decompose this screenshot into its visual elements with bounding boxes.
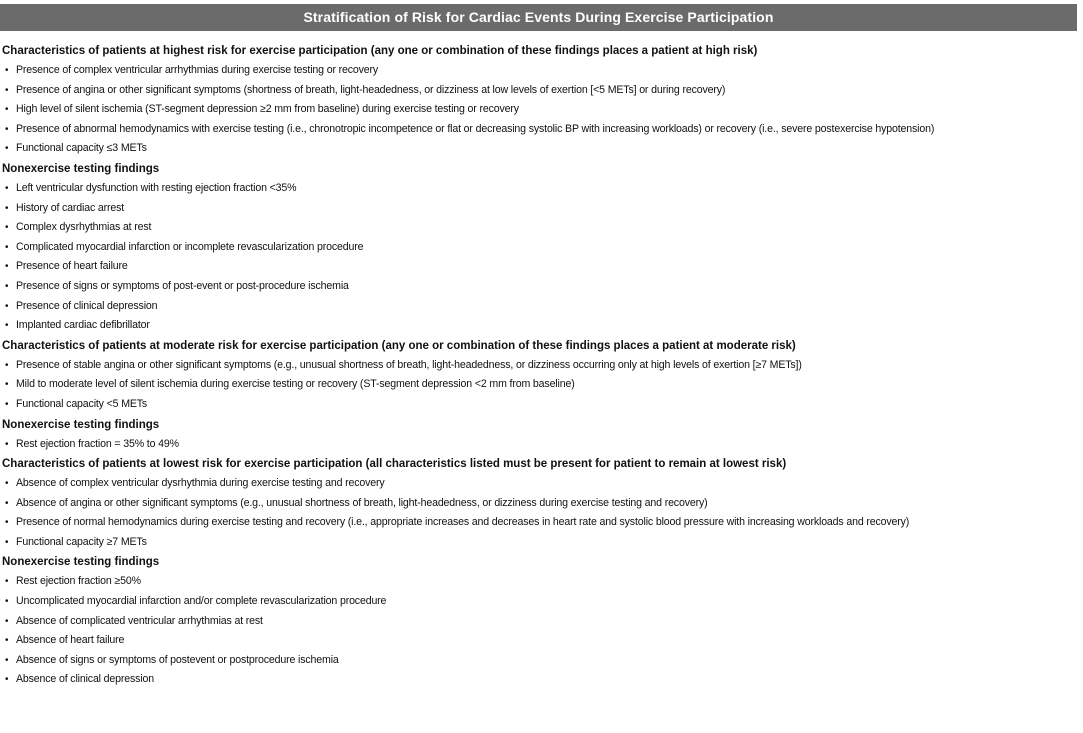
list-item: • Functional capacity ≤3 METs [2,139,1080,159]
list-item: • Rest ejection fraction ≥50% [2,572,1080,592]
list-item: • Uncomplicated myocardial infarction and/or complete revascularization procedure [2,592,1080,612]
list-item: • Left ventricular dysfunction with resting ejection fraction <35% [2,179,1080,199]
section-moderate-risk-nonexercise [2,416,1080,455]
list-item: • Absence of complex ventricular dysrhythmia during exercise testing and recovery [2,474,1080,494]
list-item: • Absence of clinical depression [2,670,1080,690]
risk-content [2,42,1080,691]
section-heading: Characteristics of patients at highest risk for exercise participation (any one or combination of these findings places a patient at high risk) [2,45,758,57]
list-item: • Absence of heart failure [2,631,1080,651]
section-heading: Nonexercise testing findings [2,418,160,431]
list-item: • Presence of abnormal hemodynamics with exercise testing (i.e., chronotropic incompetence or flat or decreasing systolic BP with increasing workloads) or recovery (i.e., severe postexercise hypotension) [2,120,1080,140]
list-item: • Functional capacity ≥7 METs [2,533,1080,553]
list-item: • History of cardiac arrest [2,199,1080,219]
list-item: • Absence of complicated ventricular arrhythmias at rest [2,612,1080,632]
bullet-list [2,572,1080,690]
bullet-list [2,179,1080,336]
section-heading: Characteristics of patients at moderate risk for exercise participation (any one or combination of these findings places a patient at moderate risk) [2,339,796,352]
section-heading: Nonexercise testing findings [2,162,160,175]
list-item: • Presence of complex ventricular arrhythmias during exercise testing or recovery [2,61,1080,81]
section-heading: Characteristics of patients at lowest risk for exercise participation (all characteristics listed must be present for patient to remain at lowest risk) [2,458,787,471]
section-lowest-risk [2,455,1080,552]
list-item: • Absence of angina or other significant symptoms (e.g., unusual shortness of breath, light-headedness, or dizziness during exercise testing and recovery) [2,494,1080,514]
bullet-list [2,435,1080,455]
list-item: • Presence of clinical depression [2,297,1080,317]
section-highest-risk [2,42,1080,159]
list-item: • Complicated myocardial infarction or incomplete revascularization procedure [2,238,1080,258]
section-highest-risk-nonexercise [2,160,1080,336]
list-item: • Functional capacity <5 METs [2,395,1080,415]
list-item: • Presence of stable angina or other significant symptoms (e.g., unusual shortness of breath, light-headedness, or dizziness occurring only at high levels of exertion [≥7 METs]) [2,356,1080,376]
list-item: • Presence of signs or symptoms of post-event or post-procedure ischemia [2,277,1080,297]
list-item: • Mild to moderate level of silent ischemia during exercise testing or recovery (ST-segment depression <2 mm from baseline) [2,375,1080,395]
section-moderate-risk [2,337,1080,415]
bullet-list [2,474,1080,552]
bullet-list [2,61,1080,159]
list-item: • Presence of heart failure [2,257,1080,277]
list-item: • Presence of normal hemodynamics during exercise testing and recovery (i.e., appropriate increases and decreases in heart rate and systolic blood pressure with increasing workloads and recovery) [2,513,1080,533]
list-item: • Presence of angina or other significant symptoms (shortness of breath, light-headedness, or dizziness at low levels of exertion [<5 METs] or during recovery) [2,81,1080,101]
list-item: • Absence of signs or symptoms of postevent or postprocedure ischemia [2,651,1080,671]
list-item: • Complex dysrhythmias at rest [2,218,1080,238]
section-heading: Nonexercise testing findings [2,556,160,569]
list-item: • Implanted cardiac defibrillator [2,316,1080,336]
list-item: • Rest ejection fraction = 35% to 49% [2,435,1080,455]
list-item: • High level of silent ischemia (ST-segment depression ≥2 mm from baseline) during exercise testing or recovery [2,100,1080,120]
bullet-list [2,356,1080,415]
section-lowest-risk-nonexercise [2,553,1080,690]
table-title: Stratification of Risk for Cardiac Events During Exercise Participation [0,4,1077,31]
